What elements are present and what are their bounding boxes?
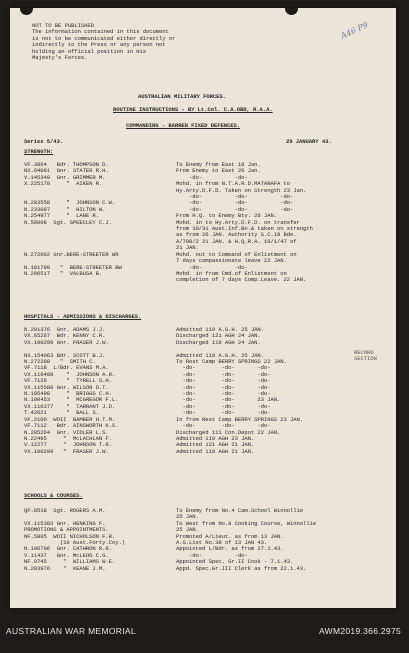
document-page	[10, 8, 396, 608]
record-stamp: RECORD SECTION	[354, 349, 377, 363]
hospitals-names: N.201376 Gnr. ADAMS J.J. VX.65267 Bdr. KENNY C.R. VX.100299 Gnr. FRASER J.W. NX.154063 Bdr. SCOTT B.J. N.272288 " SMITH C. VF.7118 L/Bdr. EVANS M.A. VX.116408 " JOHNSON A.R. VF.7126 " TYRELL S.H. VX.115589 Gnr. WILSON D.T. N.195498 " BRIGGS C.H. N.100453 " MCGREGOR F.L. VX.116377 " TARRANT J.D. T.42621 " BALL S. VF.2100 WOII BAMBER H.T.M. VF.7112 Bdr. AINSWORTH K.S. N.285264 Gnr. VIDLER L.S. N.22495 " McLACHLAN F. V.12277 " JOHNSON T.R. VX.100299 " FRASER J.W.	[24, 326, 119, 455]
punch-hole	[20, 8, 33, 15]
notice: NOT TO BE PUBLISHED The information contained in this document is not to be communicated either directly or indirectly to the Press or any person not holding an official position in His Majesty's Forces.	[32, 22, 176, 62]
schools-remarks: To Enemy from No.4 Cam.School Winnollie 25 JAN. To West from No.8 Cooking Course, Winnollie 25 JAN. Promoted A/Lieut. as from 13 JAN. A.G.List No.38 of 13 JAN 43. Appointed L/Bdr. as from 27.1.43. -do- -do- Appointed Spec. Gr.II Cook - 7.1.43. Appd. Spec.Gr.III Clerk as from 22.1.43.	[176, 507, 317, 572]
hospitals-heading: HOSPITALS - ADMISSIONS & DISCHARGES.	[24, 313, 142, 320]
date: 29 JANUARY 43.	[286, 138, 332, 145]
hospitals-remarks: Admitted 119 A.G.H. 25 JAN. Discharged 121 AGH 24 JAN. Discharged 119 AGH 24 JAN. Admitted 119 A.G.H. 25 JAN. To Rest Camp BERRY SPRINGS 22 JAN. -do- -do- -do- -do- -do- -do- -do- -do- -do- -do- -do- -do- -do- -do- -do- -do- -do- 23 JAN. -do- -do- -do- -do- -do- -do- In from Rest Camp BERRY SPRINGS 23 JAN. -do- -do- -do- Discharged 111 Con.Depot 22 JAN. Admitted 119 AGH 23 JAN. Admitted 121 AGH 21 JAN. Admitted 119 AGH 21 JAN.	[176, 326, 304, 455]
footer-accession: AWM2019.366.2975	[319, 626, 401, 636]
commanding-heading: COMMANDING - BARREN FIXED DEFENCES.	[126, 122, 240, 129]
footer-bar	[0, 612, 409, 653]
handwritten-reference: A46 P9	[339, 20, 370, 41]
strength-heading: STRENGTH:	[24, 148, 54, 155]
strength-remarks: To Enemy from East 18 Jan. From Enemy to East 26 Jan. -do- -do- Mohd. in from N.T.A.R.D.MATARAFA to Hy.Arty.D.F.D. Taken on Strength 23 Jan. -do- -do- -do- -do- -do- -do- -do- -do- -do- From H.Q. to Enemy Bty. 26 JAN. Mohd. in to Hy.Arty.D.F.D. on transfer from 10/31 Aust.Inf.Bn.& taken on strength as from 26 JAN. Authority S.C.19 Bde. A/708/2 21 JAN. & H.Q.R.A. 10/1/47 of 21 JAN. Mohd. out to Command of Enlistment on 7 days compassionate leave 22 JAN. -do- -do- Mohd. in from Cmd.of Enlistment on completion of 7 days Comp.Leave. 22 JAN.	[176, 161, 313, 284]
strength-names: VF.3864 Bdr. THOMPSON D. NX.64081 Gnr. STATER R.H. V.145349 Gnr. GRIMMER M. X.225178 " AIKEN R. N.283558 " JOHNSON C.W. N.233097 " HILTON W. N.254977 " LANE R. N.59008 Sgt. SPEECLEY C.J. N.272092 Gnr.BERE-STREETER WR N.101799 " BERE-STREETER BW N.296517 " VALBUSA B.	[24, 161, 122, 277]
series: Series 5/43.	[24, 138, 64, 145]
document-title: AUSTRALIAN MILITARY FORCES.	[138, 93, 226, 100]
punch-hole	[285, 8, 298, 15]
schools-names: QF.8518 Sgt. ROGERS A.M. VX.115383 Gnr. HENKING F. PROMOTIONS & APPOINTMENTS. NF.5805 WOII NICHOLSON F.R. (10 Aust.Forty.Coy.) N.106796 Gnr. CATHRON R.R. V.11437 Gnr. McLEOD C.G. NF.9745 " WILLIAMS W.E. N.283976 " KEANE J.M.	[24, 507, 125, 572]
schools-heading: SCHOOLS & COURSES.	[24, 492, 83, 499]
footer-institution: AUSTRALIAN WAR MEMORIAL	[6, 626, 136, 636]
routine-heading: ROUTINE INSTRUCTIONS - BY Lt.Col. C.A.OBD, R.A.A.	[113, 106, 273, 113]
